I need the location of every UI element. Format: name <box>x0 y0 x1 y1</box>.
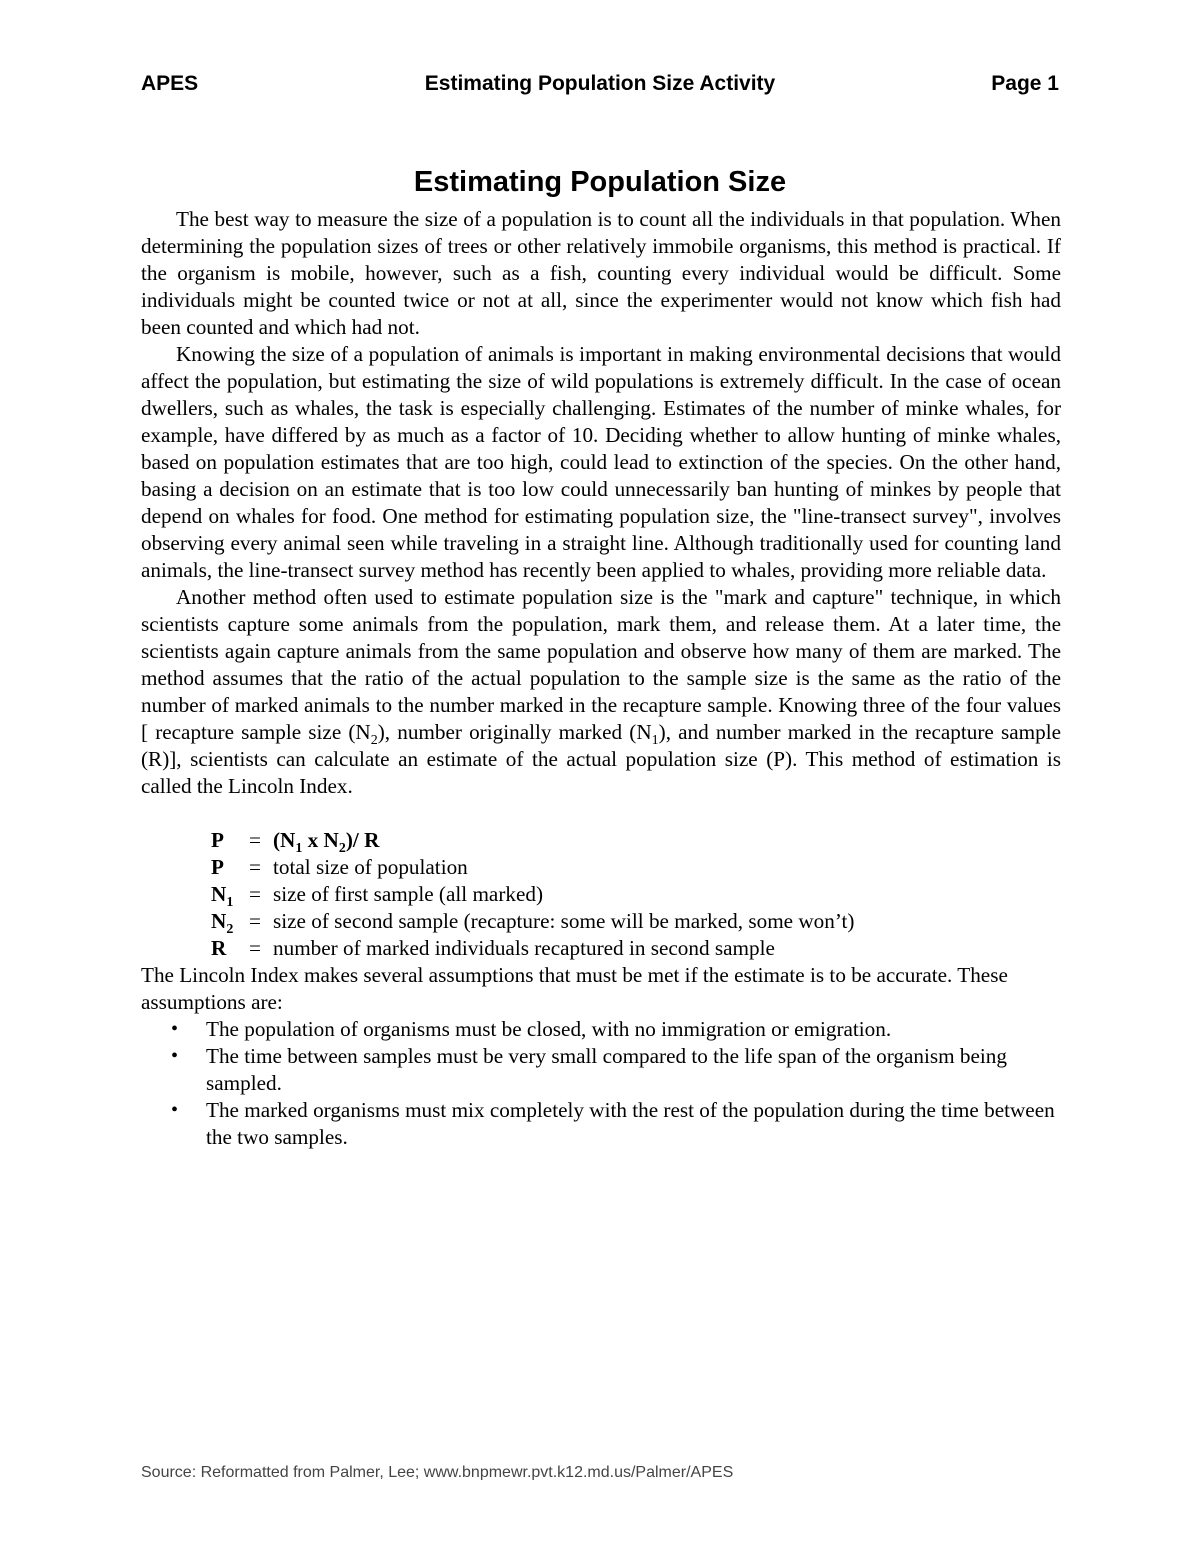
header-activity-title: Estimating Population Size Activity <box>424 72 776 95</box>
formula-definition-r: R = number of marked individuals recaptured in second sample <box>211 936 775 960</box>
formula-definition-n2: $N_2$ = size of second sample (recapture: some will be marked, some won’t) <box>211 909 855 938</box>
document-title: Estimating Population Size <box>413 166 787 198</box>
list-item: • The time between samples must be very small compared to the life span of the organism being sampled. <box>141 1043 1061 1097</box>
list-item: • The population of organisms must be closed, with no immigration or emigration. <box>141 1016 1061 1043</box>
header-page-number: Page 1 <box>991 72 1059 95</box>
list-item: • The marked organisms must mix completely with the rest of the population during the time between the two samples. <box>141 1097 1061 1151</box>
bullet-icon: • <box>171 1099 179 1121</box>
formula-definition-n1: $N_1$ = size of first sample (all marked) <box>211 882 544 911</box>
page-footer-source: Source: Reformatted from Palmer, Lee; www.bnpmewr.pvt.k12.md.us/Palmer/APES <box>141 1464 734 1480</box>
document-body <box>141 206 1061 1151</box>
paragraph-3: Another method often used to estimate population size is the "mark and capture" technique, in which scientists capture some animals from the population, mark them, and release them. At a later time, the scientists again capture animals from the same population and observe how many of them are marked. The method assumes that the ratio of the actual population to the sample size is the same as the ratio of the number of marked animals to the number marked in the recapture sample. Knowing three of the four values [ recapture sample size $(N_2)$, number originally marked $(N_1)$, and number marked in the recapture sample (R)], scientists can calculate an estimate of the actual population size (P). This method of estimation is called the Lincoln Index. <box>141 585 1061 798</box>
paragraph-2: Knowing the size of a population of animals is important in making environmental decisions that would affect the population, but estimating the size of wild populations is extremely difficult. In the case of ocean dwellers, such as whales, the task is especially challenging. Estimates of the number of minke whales, for example, have differed by as much as a factor of 10. Deciding whether to allow hunting of minke whales, based on population estimates that are too high, could lead to extinction of the species. On the other hand, basing a decision on an estimate that is too low could unnecessarily ban hunting of minkes by people that depend on whales for food. One method for estimating population size, the "line-transect survey", involves observing every animal seen while traveling in a straight line. Although traditionally used for counting land animals, the line-transect survey method has recently been applied to whales, providing more reliable data. <box>141 342 1061 582</box>
assumptions-intro: The Lincoln Index makes several assumptions that must be met if the estimate is to be accurate. These assumptions are: <box>141 963 1008 1014</box>
bullet-icon: • <box>171 1045 179 1067</box>
assumptions-list <box>141 1016 1061 1151</box>
formula-lincoln-index: P = ($N_1$ x $N_2)/$ R <box>211 828 380 857</box>
formula-block <box>211 827 1061 962</box>
paragraph-1: The best way to measure the size of a population is to count all the individuals in that population. When determining the population sizes of trees or other relatively immobile organisms, this method is practical. If the organism is mobile, however, such as a fish, counting every individual would be difficult. Some individuals might be counted twice or not at all, since the experimenter would not know which fish had been counted and which had not. <box>141 207 1061 339</box>
header-course: APES <box>141 72 199 95</box>
page-header <box>141 72 1059 102</box>
formula-definition-p: P = total size of population <box>211 855 468 879</box>
bullet-icon: • <box>171 1018 179 1040</box>
